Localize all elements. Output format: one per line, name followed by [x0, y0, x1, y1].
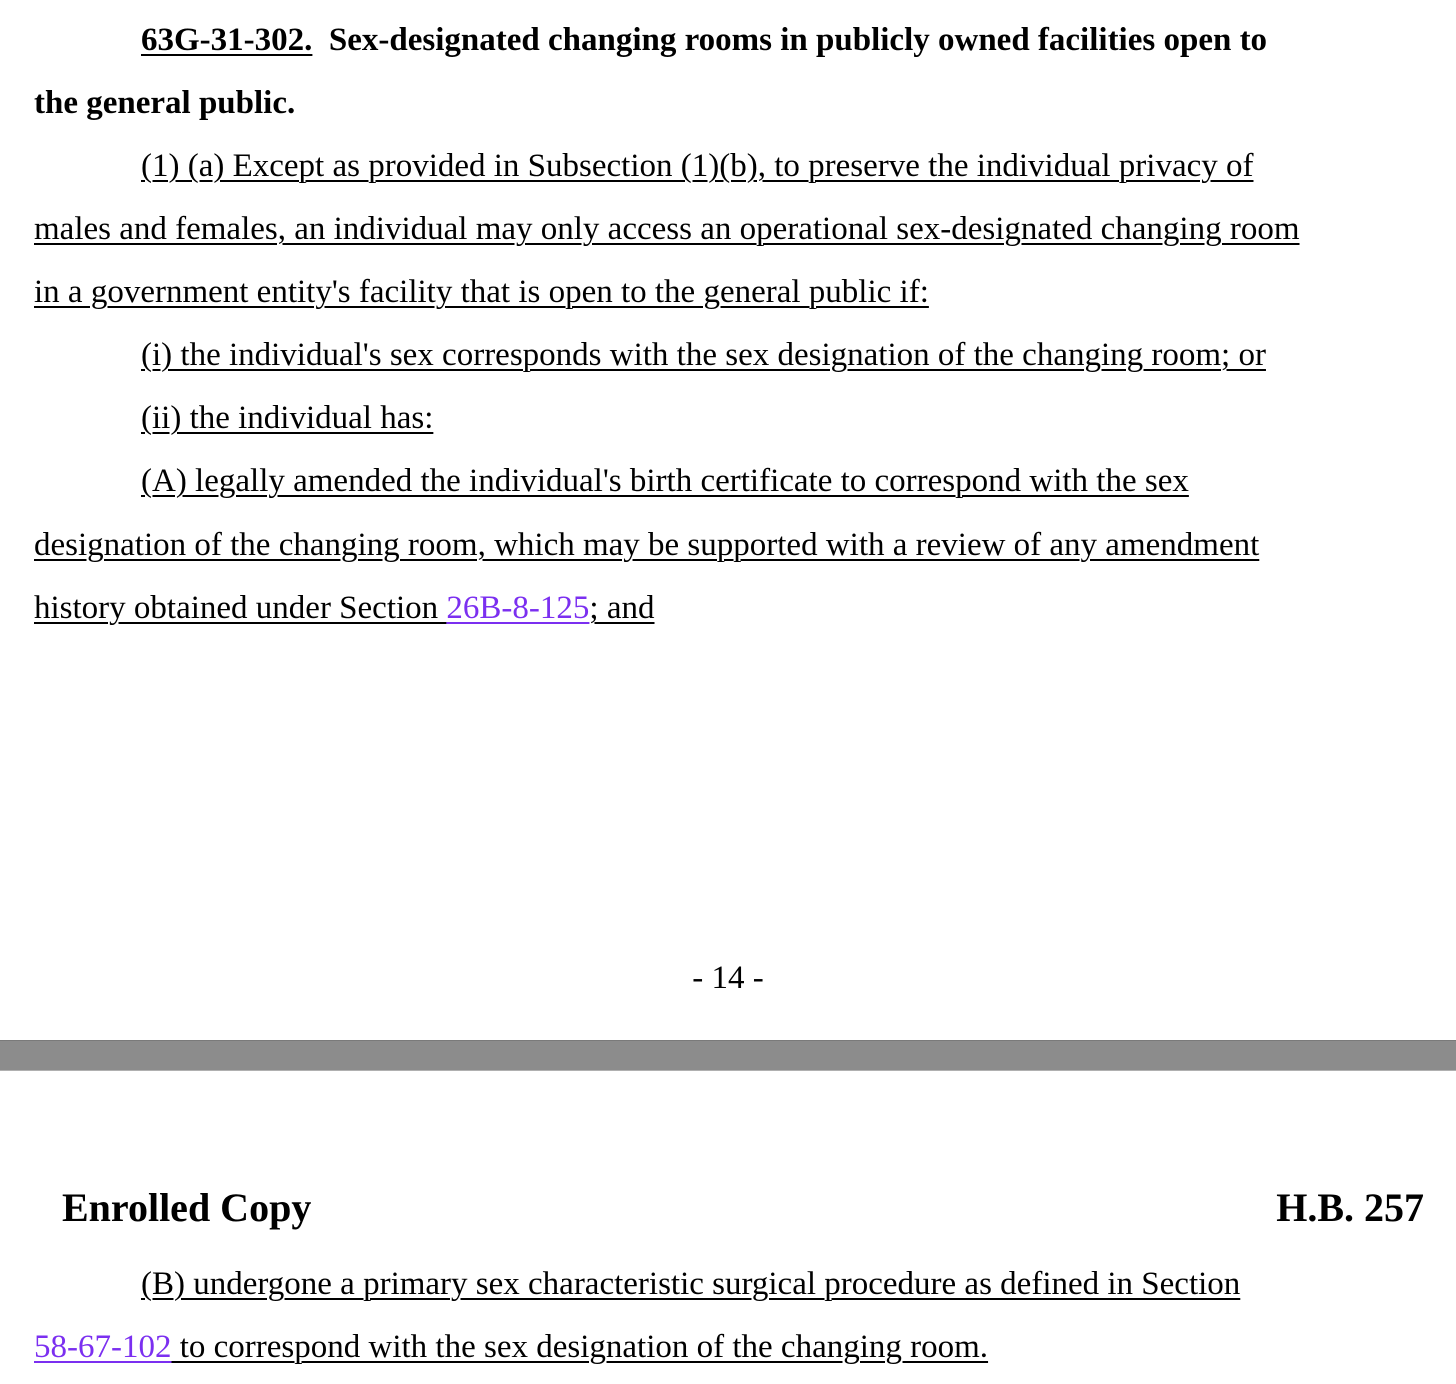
- paragraph-line: (A) legally amended the individual's birth certificate to correspond with the sex: [141, 463, 1189, 499]
- section-number: 63G-31-302.: [141, 22, 313, 58]
- paragraph-line: designation of the changing room, which may be supported with a review of any amendment: [34, 527, 1260, 563]
- paragraph-line: (B) undergone a primary sex characteristic surgical procedure as defined in Section: [141, 1266, 1241, 1302]
- header-enrolled-copy: Enrolled Copy: [62, 1185, 312, 1230]
- section-link-58-67-102[interactable]: 58-67-102: [34, 1329, 172, 1365]
- section-heading-line-2: the general public.: [34, 85, 296, 121]
- paragraph-line: (i) the individual's sex corresponds with the sex designation of the changing room; or: [141, 337, 1266, 373]
- header-bill-number: H.B. 257: [1276, 1185, 1424, 1230]
- document-page-15: [0, 1071, 1456, 1384]
- section-link-26b-8-125[interactable]: 26B-8-125: [446, 590, 590, 626]
- paragraph-line: history obtained under Section 26B-8-125; and: [34, 590, 655, 626]
- section-title: Sex-designated changing rooms in publicly owned facilities open to: [328, 22, 1268, 58]
- section-heading-line-1: [141, 20, 1267, 60]
- paragraph-line: (1) (a) Except as provided in Subsection (1)(b), to preserve the individual privacy of: [141, 148, 1254, 184]
- paragraph-line: in a government entity's facility that is open to the general public if:: [34, 274, 929, 310]
- page-separator: [0, 1040, 1456, 1071]
- page-number: - 14 -: [692, 960, 764, 996]
- paragraph-line: males and females, an individual may only access an operational sex-designated changing room: [34, 211, 1300, 247]
- paragraph-line: 58-67-102 to correspond with the sex designation of the changing room.: [34, 1329, 989, 1365]
- paragraph-line: (ii) the individual has:: [141, 400, 434, 436]
